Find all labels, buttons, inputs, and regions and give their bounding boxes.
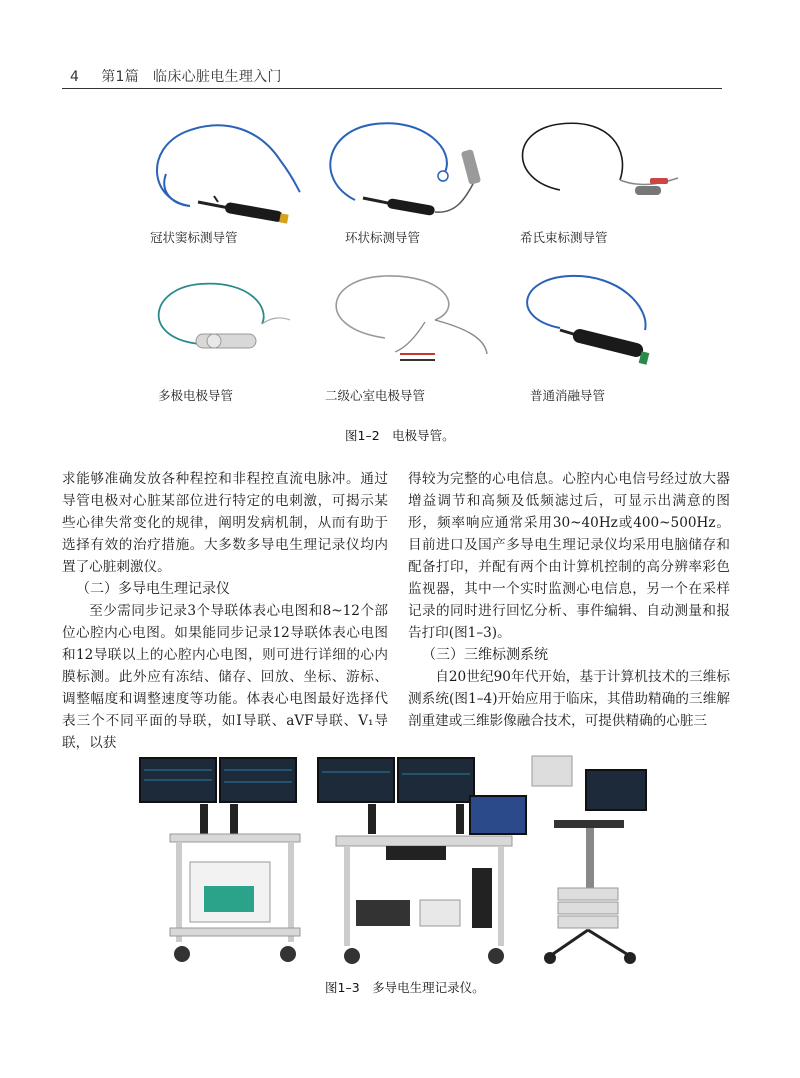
catheter-image [130,268,310,388]
section-label: 第1篇 [101,69,140,85]
catheter-image [500,268,690,388]
catheter-photo-ablation [500,268,690,408]
panel-label: 希氏束标测导管 [520,230,608,245]
paragraph: 至少需同步记录3个导联体表心电图和8~12个部位心腔内心电图。如果能同步记录12导联体表心电图和12导联以上的心腔内心电图，则可进行详细的心内膜标测。此外应有冻结、储存、回放、坐标、游标、调整幅度和调整速度等功能。体表心电图最好选择代表三个不同平面的导联，如Ⅰ导联、aVF导联、V₁导联，以获 [62,603,388,751]
running-header [70,66,282,86]
body-right-column [408,468,730,732]
catheter-image [130,110,310,230]
catheter-image [315,110,495,230]
panel-label: 冠状窦标测导管 [150,230,238,245]
page-number: 4 [70,69,80,85]
catheter-image [500,110,690,230]
catheter-photo-his-bundle [500,110,690,250]
section-heading: （三）三维标测系统 [422,647,548,663]
paragraph: 得较为完整的心电信息。心腔内心电信号经过放大器增益调节和高频及低频滤过后，可显示出满意的图形，频率响应通常采用30~40Hz或400~500Hz。目前进口及国产多导电生理记录仪均采用电脑储存和配备打印，并配有两个由计算机控制的高分辨率彩色监视器，其中一个实时监测心电信息，另一个在采样记录的同时进行回忆分析、事件编辑、自动测量和报告打印(图1–3)。 [408,471,730,641]
figure-caption: 图1–2 电极导管。 [345,428,455,443]
body-left-column [62,468,388,754]
recorder-photo [130,750,670,970]
book-title: 临床心脏电生理入门 [153,69,282,85]
paragraph: 自20世纪90年代开始，基于计算机技术的三维标测系统(图1–4)开始应用于临床，其借助精确的三维解剖重建或三维影像融合技术，可提供精确的心脏三 [408,669,730,729]
catheter-photo-circular [315,110,495,250]
panel-label: 普通消融导管 [530,388,606,403]
figure-electrode-catheters [130,110,690,450]
catheter-image [315,268,495,388]
header-rule [62,88,722,89]
figure-multichannel-recorder [130,750,670,1000]
panel-label: 多极电极导管 [158,388,234,403]
paragraph: 求能够准确发放各种程控和非程控直流电脉冲。通过导管电极对心脏某部位进行特定的电刺激，可揭示某些心律失常变化的规律，阐明发病机制，从而有助于选择有效的治疗措施。大多数多导电生理记录仪均内置了心脏刺激仪。 [62,471,388,575]
figure-caption: 图1–3 多导电生理记录仪。 [325,980,485,995]
panel-label: 环状标测导管 [345,230,421,245]
section-heading: （二）多导电生理记录仪 [76,581,230,597]
panel-label: 二级心室电极导管 [325,388,426,403]
catheter-photo-coronary-sinus [130,110,310,250]
catheter-photo-bipolar-ventricular [315,268,495,408]
catheter-photo-multipolar [130,268,310,408]
